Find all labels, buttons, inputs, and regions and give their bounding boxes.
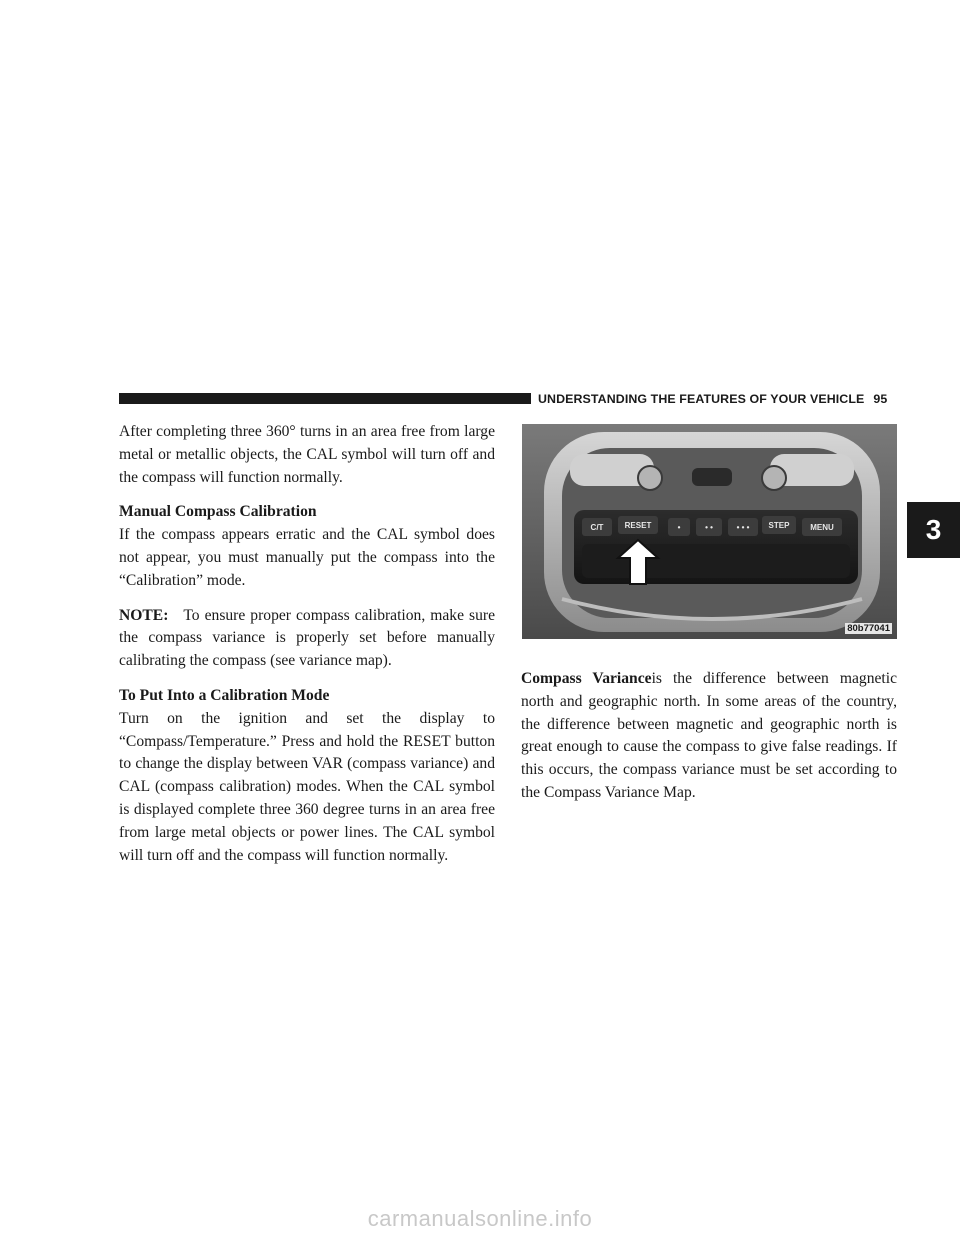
preset-1-button-label: • — [677, 523, 681, 532]
compass-variance-paragraph — [521, 668, 897, 805]
preset-3-button-label: • • • — [736, 523, 750, 532]
compass-variance-term: Compass Variance — [521, 670, 652, 687]
preset-2-button-label: • • — [705, 523, 713, 532]
figure-id: 80b77041 — [847, 623, 890, 634]
compass-variance-text: is the difference between magnetic north and geographic north. In some areas of the country, the difference between magnetic and geographic north is great enough to cause the compass to give false readings. If this occurs, the compass variance must be set according to the Compass Variance Map. — [521, 670, 897, 801]
menu-button-label: MENU — [810, 523, 834, 532]
calibration-mode-heading: To Put Into a Calibration Mode — [119, 686, 330, 704]
step-button-label: STEP — [768, 521, 790, 530]
intro-paragraph: After completing three 360° turns in an area free from large metal or metallic objects, the CAL symbol will turn off and the compass will function normally. — [119, 423, 495, 486]
watermark: carmanualsonline.info — [367, 1206, 593, 1231]
right-column — [521, 668, 897, 817]
display-window — [582, 544, 850, 578]
ct-button-label: C/T — [590, 523, 604, 532]
running-head — [538, 391, 900, 407]
header-rule — [119, 393, 531, 404]
page-number: 95 — [873, 392, 888, 406]
section-title: UNDERSTANDING THE FEATURES OF YOUR VEHICLE — [538, 392, 865, 406]
left-column — [119, 421, 495, 879]
overhead-console-photo — [522, 424, 897, 639]
center-lamp-switch — [692, 468, 732, 486]
calibration-mode-paragraph: Turn on the ignition and set the display to “Compass/Temperature.” Press and hold the RESET button to change the display between VAR (compass variance) and CAL (compass calibration) modes. When the CAL symbol is displayed complete three 360 degree turns in an area free from large metal objects or power lines. The CAL symbol will turn off and the compass will function normally. — [119, 709, 495, 864]
chapter-tab: 3 — [907, 502, 960, 558]
note-paragraph — [119, 605, 495, 673]
note-text: To ensure proper compass calibration, make sure the compass variance is properly set before manually calibrating the compass (see variance map). — [119, 606, 495, 670]
overhead-console-illustration — [522, 424, 897, 639]
console-button-row — [582, 516, 842, 536]
manual-calibration-heading: Manual Compass Calibration — [119, 503, 317, 521]
manual-calibration-paragraph: If the compass appears erratic and the CAL symbol does not appear, you must manually put the compass into the “Calibration” mode. — [119, 526, 495, 589]
note-label: NOTE: — [119, 606, 169, 624]
reset-button-label: RESET — [624, 521, 652, 530]
